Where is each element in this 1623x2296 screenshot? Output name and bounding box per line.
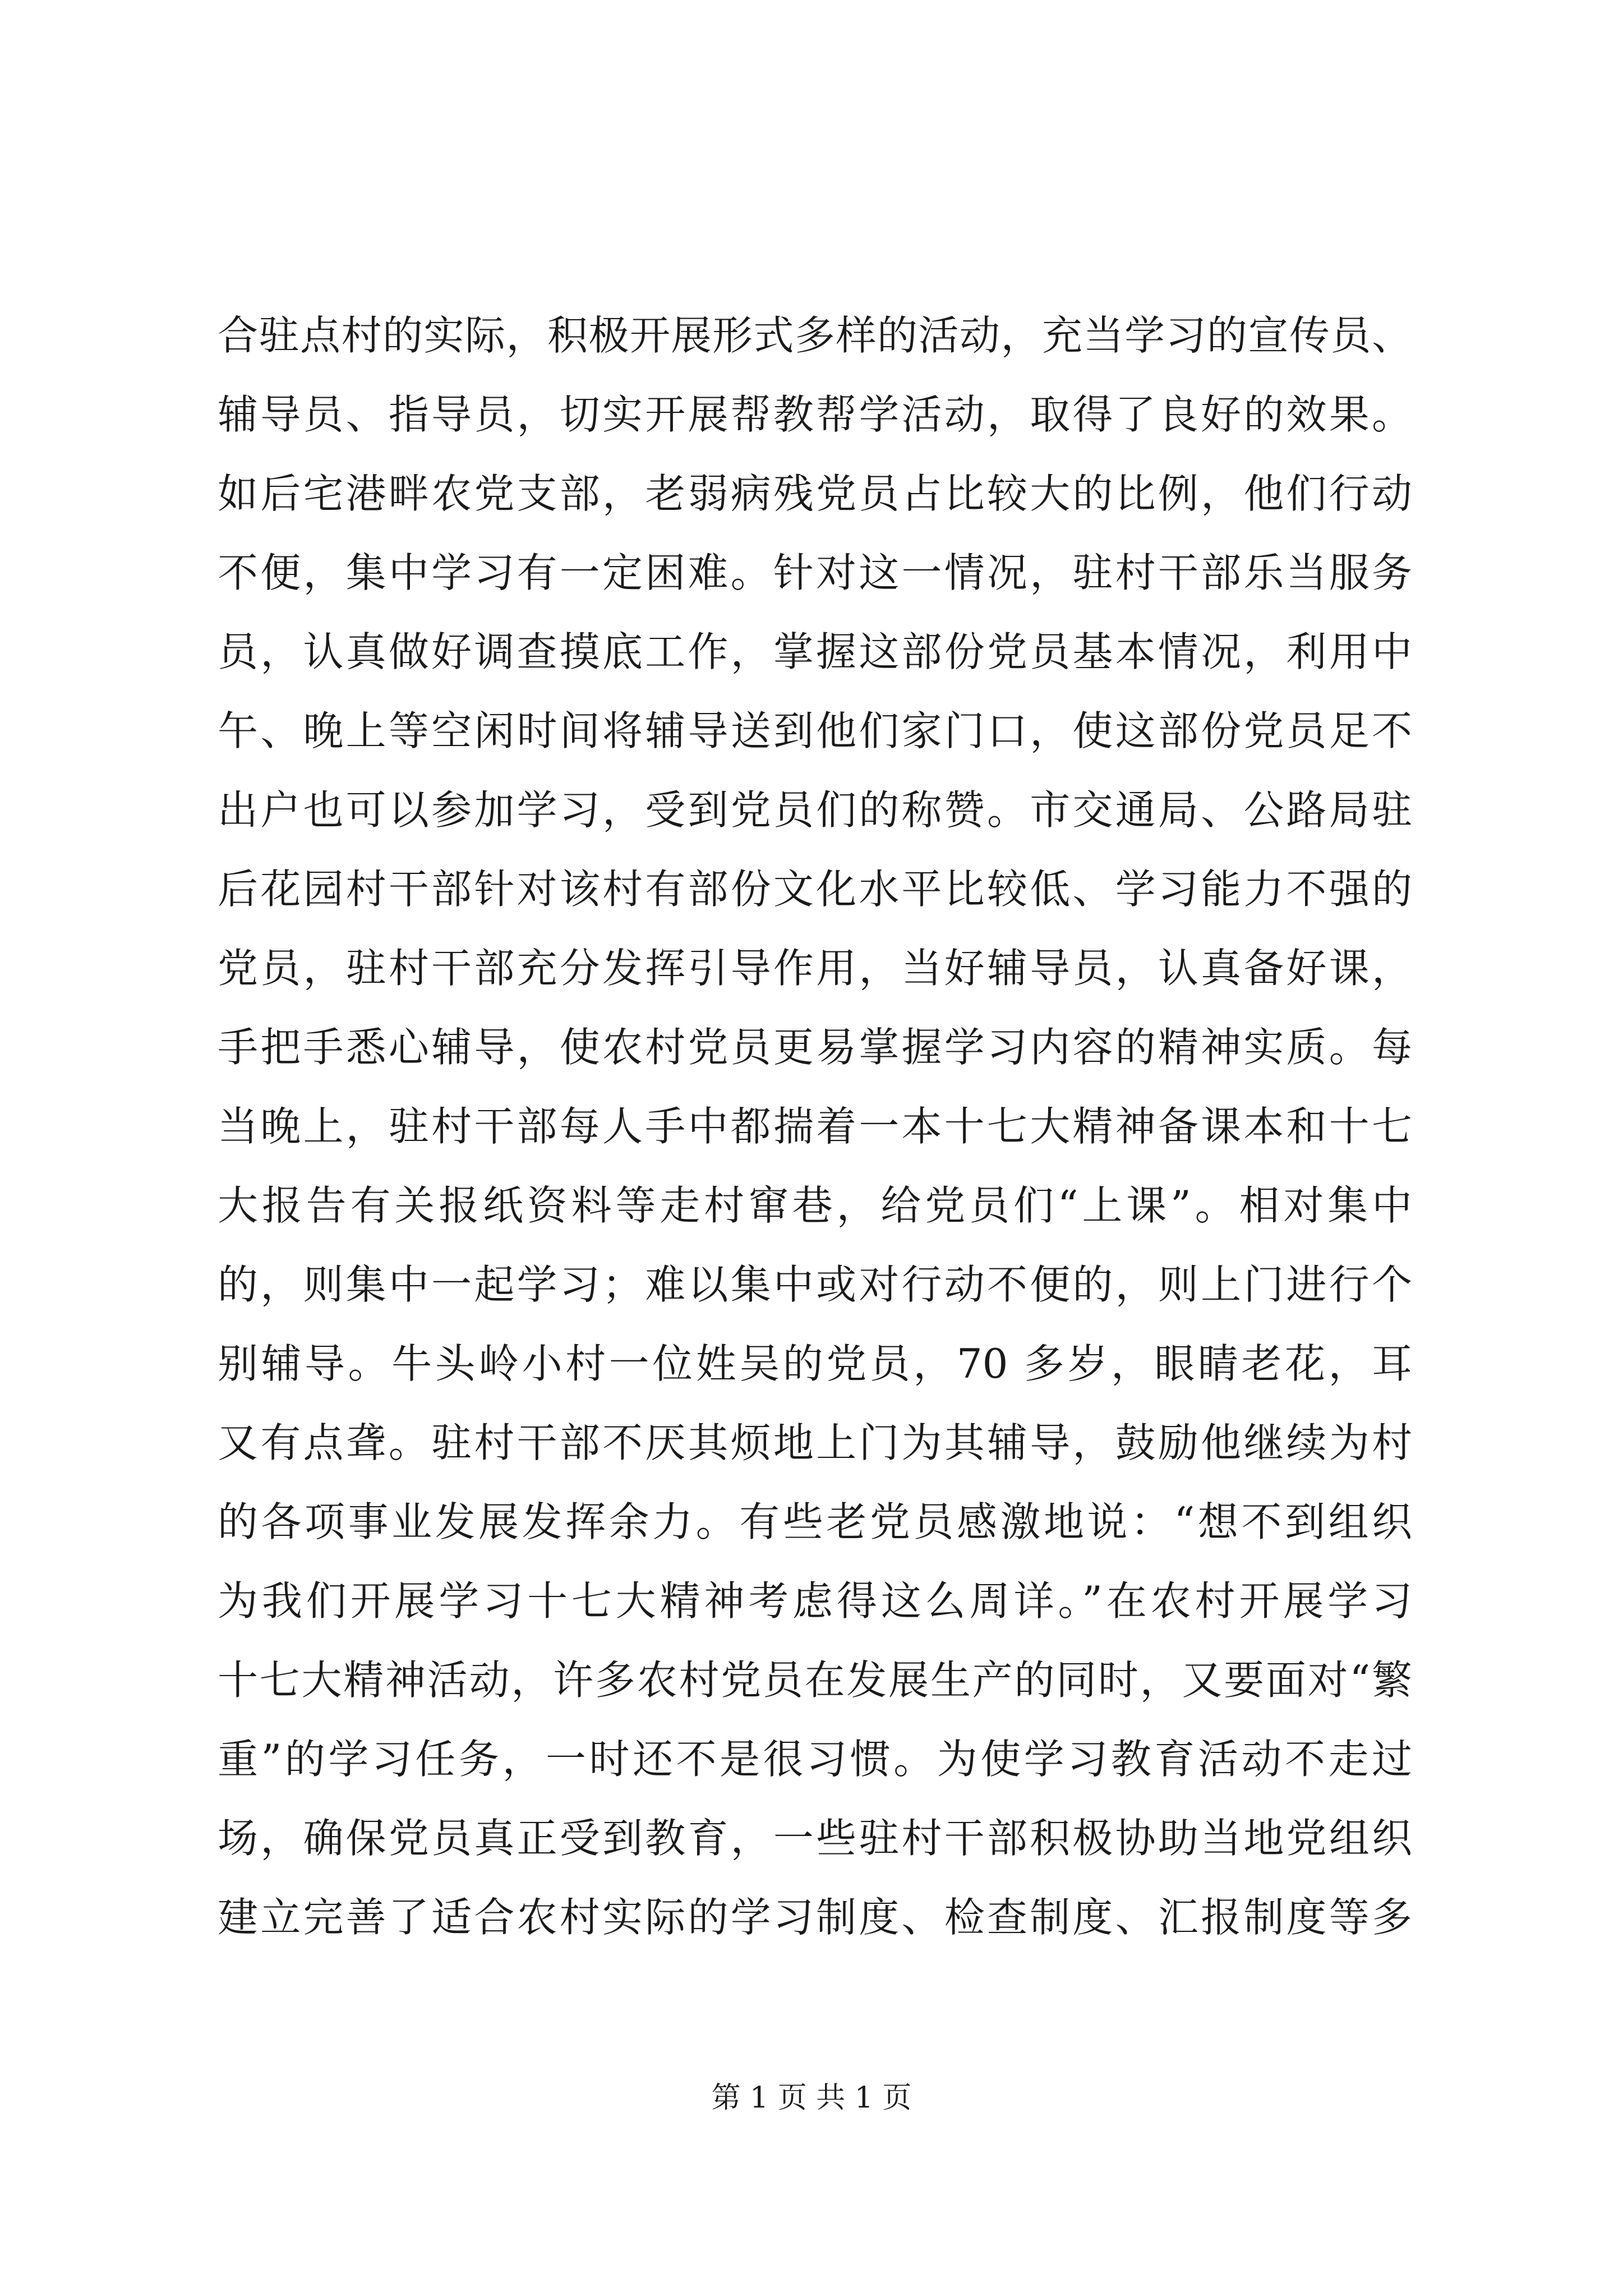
page-number: 第 1 页 共 1 页	[711, 2081, 912, 2115]
text-line: 出户也可以参加学习，受到党员们的称赞。市交通局、公路局驻	[218, 786, 1412, 834]
body-text	[218, 296, 1412, 1957]
text-line: 合驻点村的实际，积极开展形式多样的活动，充当学习的宣传员、	[218, 312, 1412, 359]
text-line: 的，则集中一起学习；难以集中或对行动不便的，则上门进行个	[218, 1261, 1412, 1308]
text-line: 十七大精神活动，许多农村党员在发展生产的同时，又要面对“繁	[218, 1657, 1412, 1704]
text-line: 建立完善了适合农村实际的学习制度、检查制度、汇报制度等多	[218, 1894, 1412, 1941]
text-line: 辅导员、指导员，切实开展帮教帮学活动，取得了良好的效果。	[218, 391, 1412, 438]
text-line: 员，认真做好调查摸底工作，掌握这部份党员基本情况，利用中	[218, 628, 1412, 675]
text-line: 的各项事业发展发挥余力。有些老党员感激地说：“想不到组织	[218, 1498, 1412, 1545]
text-line: 重”的学习任务，一时还不是很习惯。为使学习教育活动不走过	[218, 1736, 1412, 1783]
text-line: 不便，集中学习有一定困难。针对这一情况，驻村干部乐当服务	[218, 549, 1412, 596]
text-line: 又有点聋。驻村干部不厌其烦地上门为其辅导，鼓励他继续为村	[218, 1419, 1412, 1466]
text-line: 如后宅港畔农党支部，老弱病残党员占比较大的比例，他们行动	[218, 470, 1412, 517]
text-line: 别辅导。牛头岭小村一位姓吴的党员，70 多岁，眼睛老花，耳	[218, 1340, 1412, 1387]
text-line: 后花园村干部针对该村有部份文化水平比较低、学习能力不强的	[218, 866, 1412, 913]
text-line: 为我们开展学习十七大精神考虑得这么周详。”在农村开展学习	[218, 1577, 1412, 1625]
page-footer	[0, 2078, 1623, 2118]
text-line: 场，确保党员真正受到教育，一些驻村干部积极协助当地党组织	[218, 1815, 1412, 1862]
text-line: 午、晚上等空闲时间将辅导送到他们家门口，使这部份党员足不	[218, 707, 1412, 754]
text-line: 当晚上，驻村干部每人手中都揣着一本十七大精神备课本和十七	[218, 1103, 1412, 1150]
text-line: 大报告有关报纸资料等走村窜巷，给党员们“上课”。相对集中	[218, 1182, 1412, 1229]
text-line: 党员，驻村干部充分发挥引导作用，当好辅导员，认真备好课，	[218, 945, 1412, 992]
text-line: 手把手悉心辅导，使农村党员更易掌握学习内容的精神实质。每	[218, 1024, 1412, 1071]
